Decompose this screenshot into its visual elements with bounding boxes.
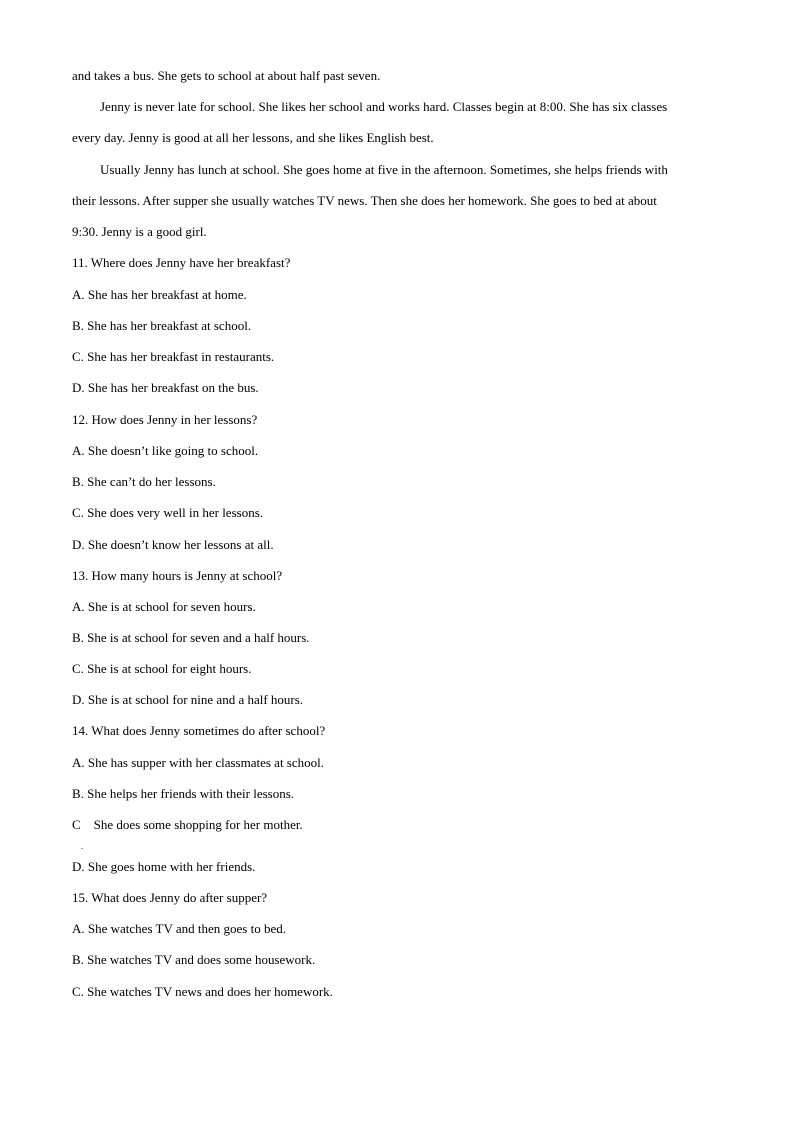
answer-option: A. She has her breakfast at home. [72,287,247,302]
answer-option: B. She is at school for seven and a half hours. [72,630,310,645]
answer-option: D. She is at school for nine and a half hours. [72,692,304,707]
answer-option: B. She can’t do her lessons. [72,474,216,489]
passage-line: their lessons. After supper she usually watches TV news. Then she does her homework. She goes to bed at about [72,193,657,208]
passage-line: Jenny is never late for school. She likes her school and works hard. Classes begin at 8:00. She has six classes [100,99,668,114]
answer-option: A. She doesn’t like going to school. [72,443,259,458]
stray-mark: . [81,842,83,851]
answer-option: C. She does very well in her lessons. [72,505,264,520]
question-stem: 15. What does Jenny do after supper? [72,890,268,905]
answer-option: C. She watches TV news and does her homework. [72,984,333,999]
passage-line: Usually Jenny has lunch at school. She goes home at five in the afternoon. Sometimes, she helps friends with [100,162,668,177]
answer-option: D. She goes home with her friends. [72,859,256,874]
answer-option: B. She helps her friends with their lessons. [72,786,295,801]
question-stem: 14. What does Jenny sometimes do after school? [72,723,326,738]
passage-line: 9:30. Jenny is a good girl. [72,224,207,239]
question-stem: 12. How does Jenny in her lessons? [72,412,258,427]
question-stem: 11. Where does Jenny have her breakfast? [72,255,291,270]
question-stem: 13. How many hours is Jenny at school? [72,568,283,583]
answer-option: A. She has supper with her classmates at school. [72,755,325,770]
answer-option: C. She has her breakfast in restaurants. [72,349,275,364]
answer-option: C She does some shopping for her mother. [72,817,303,832]
passage-line: and takes a bus. She gets to school at about half past seven. [72,68,381,83]
passage-line: every day. Jenny is good at all her lessons, and she likes English best. [72,130,434,145]
answer-option: A. She is at school for seven hours. [72,599,256,614]
answer-option: B. She watches TV and does some housework. [72,952,316,967]
answer-option: D. She doesn’t know her lessons at all. [72,537,274,552]
answer-option: B. She has her breakfast at school. [72,318,252,333]
answer-option: A. She watches TV and then goes to bed. [72,921,286,936]
answer-option: D. She has her breakfast on the bus. [72,380,259,395]
answer-option: C. She is at school for eight hours. [72,661,252,676]
